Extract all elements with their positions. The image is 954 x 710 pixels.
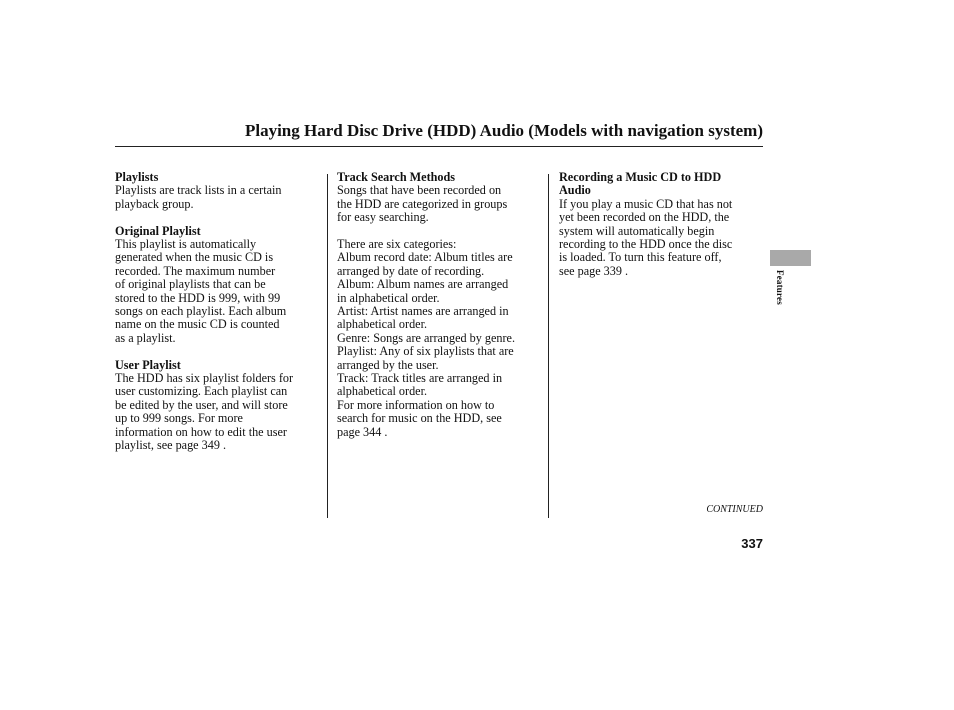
section-heading: Track Search Methods [337, 170, 456, 184]
text-line: recorded. The maximum number [115, 263, 276, 278]
text-line: yet been recorded on the HDD, the [559, 210, 730, 225]
section-heading: Audio [559, 183, 591, 198]
text-line: user customizing. Each playlist can [115, 384, 288, 399]
text-line: recording to the HDD once the disc [559, 237, 733, 252]
text-line: Playlist: Any of six playlists that are [337, 344, 514, 359]
text-line: Album record date: Album titles are [337, 250, 513, 265]
text-line: Playlists are track lists in a certain [115, 183, 282, 198]
column-middle [337, 171, 542, 439]
text-line: arranged by date of recording. [337, 263, 485, 278]
column-left [115, 171, 320, 453]
text-line: be edited by the user, and will store [115, 397, 288, 412]
text-line: There are six categories: [337, 237, 457, 252]
section-heading: Recording a Music CD to HDD [559, 170, 722, 184]
text-line: Track: Track titles are arranged in [337, 371, 503, 386]
text-line: of original playlists that can be [115, 277, 266, 292]
section-original-playlist [115, 225, 320, 346]
text-line: playlist, see page 349 . [115, 438, 227, 453]
section-playlists [115, 171, 320, 211]
text-line: alphabetical order. [337, 384, 428, 399]
text-line: stored to the HDD is 999, with 99 [115, 290, 281, 305]
text-line: name on the music CD is counted [115, 317, 280, 332]
text-line: see page 339 . [559, 263, 629, 278]
section-heading: Playlists [115, 170, 159, 184]
text-line: If you play a music CD that has not [559, 196, 733, 211]
column-divider [327, 174, 328, 518]
column-right [559, 171, 764, 278]
text-line: the HDD are categorized in groups [337, 196, 508, 211]
section-heading: User Playlist [115, 357, 181, 372]
text-line: page 344 . [337, 424, 388, 439]
text-line: arranged by the user. [337, 357, 439, 372]
text-line: For more information on how to [337, 397, 495, 412]
text-line: playback group. [115, 196, 194, 211]
text-line: The HDD has six playlist folders for [115, 371, 294, 386]
page-number: 337 [741, 536, 763, 551]
section-tab-label: Features [775, 270, 785, 305]
continued-note: CONTINUED [706, 504, 763, 515]
text-line: in alphabetical order. [337, 290, 440, 305]
text-line: generated when the music CD is [115, 250, 274, 265]
categories-block [337, 238, 542, 439]
text-line: alphabetical order. [337, 317, 428, 332]
text-line: Songs that have been recorded on [337, 183, 502, 198]
section-heading: Original Playlist [115, 223, 201, 238]
text-line: Artist: Artist names are arranged in [337, 304, 509, 319]
page-title: Playing Hard Disc Drive (HDD) Audio (Models with navigation system) [244, 121, 763, 140]
title-divider [115, 146, 763, 147]
text-line: as a playlist. [115, 330, 176, 345]
text-line: is loaded. To turn this feature off, [559, 250, 722, 265]
text-line: search for music on the HDD, see [337, 411, 502, 426]
text-line: Album: Album names are arranged [337, 277, 509, 292]
text-line: information on how to edit the user [115, 424, 287, 439]
text-line: songs on each playlist. Each album [115, 304, 287, 319]
text-line: This playlist is automatically [115, 237, 257, 252]
section-user-playlist [115, 359, 320, 453]
column-divider [548, 174, 549, 518]
text-line: up to 999 songs. For more [115, 411, 243, 426]
text-line: system will automatically begin [559, 223, 715, 238]
text-line: for easy searching. [337, 210, 429, 225]
section-tab-marker [770, 250, 811, 266]
text-line: Genre: Songs are arranged by genre. [337, 330, 515, 345]
